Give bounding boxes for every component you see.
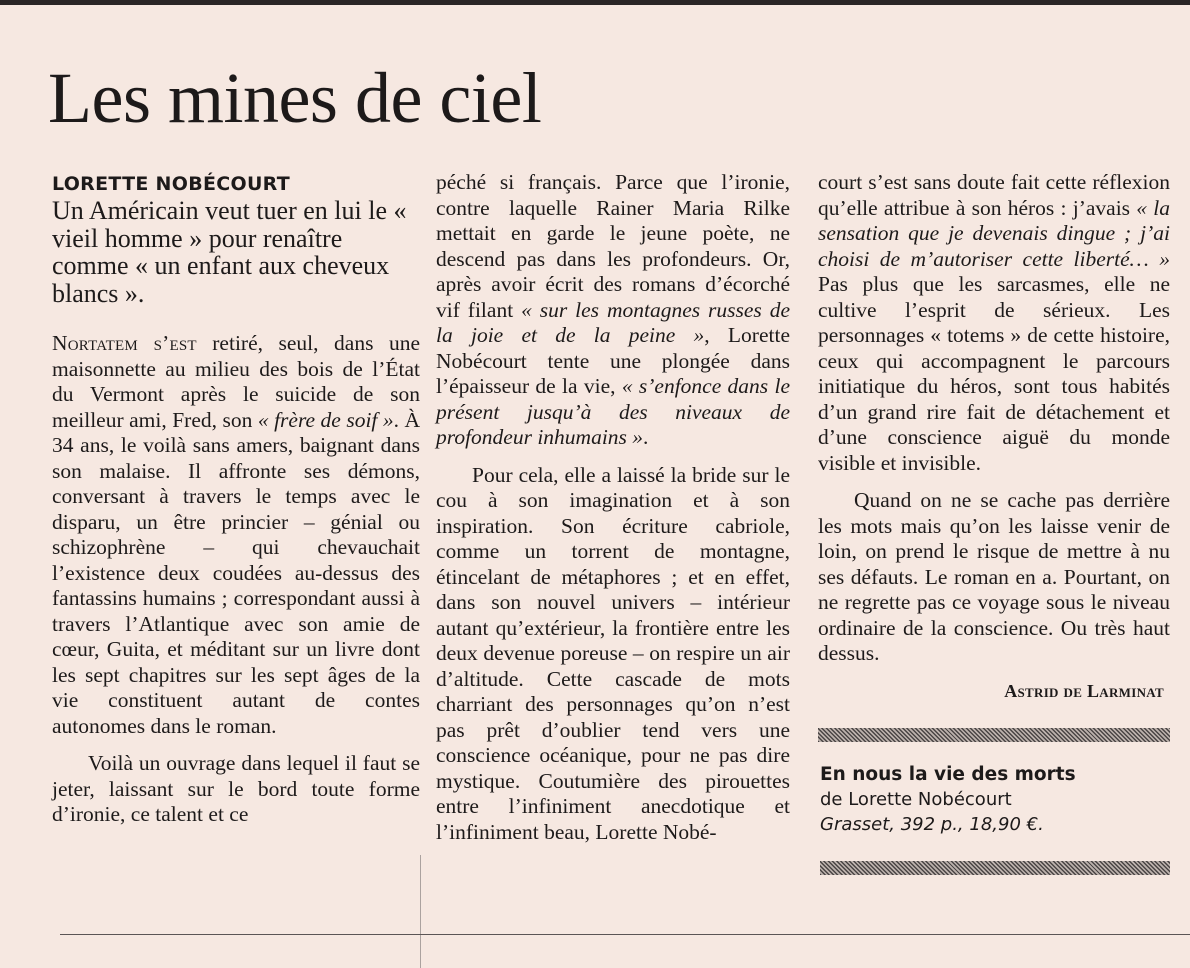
- column-2: [436, 170, 790, 857]
- paragraph-text: péché si français. Parce que l’ironie, contre laquelle Rainer Maria Rilke mettait en garde le jeune poète, ne descend pas dans les profondeurs. Or, après avoir écrit des romans d’écorché vif filant: [436, 170, 790, 322]
- lede: Un Américain veut tuer en lui le « vieil homme » pour renaître comme « un enfant aux cheveux blancs ».: [52, 196, 407, 308]
- hatched-rule: [818, 728, 1170, 742]
- paragraph-text: Pas plus que les sarcasmes, elle ne cultive l’esprit de sérieux. Les personnages « totems » de cette histoire, ceux qui accompagnent le parcours initiatique du héros, sont tous habités d’un grand rire fait de détachement et d’une conscience aiguë du monde visible et invisible.: [818, 272, 1170, 475]
- paper-fold-line: [420, 855, 421, 968]
- book-publisher: Grasset, 392 p., 18,90 €.: [820, 814, 1044, 835]
- headline: Les mines de ciel: [48, 58, 542, 138]
- book-author: de Lorette Nobécourt: [820, 789, 1012, 810]
- paragraph-text: retiré, seul, dans une maisonnette au milieu des bois de l’État du Vermont après le suicide de son meilleur ami, Fred, son: [52, 331, 420, 432]
- book-info-box: [820, 762, 1170, 875]
- column-3: [818, 170, 1170, 875]
- signature: Astrid de Larminat: [1004, 680, 1164, 701]
- quote: « frère de soif »: [257, 407, 394, 432]
- paragraph-1: [52, 331, 420, 739]
- paragraph-text: , Lorette Nobécourt tente une plongée dans l’épaisseur de la vie,: [436, 323, 790, 398]
- paragraph-text: . À 34 ans, le voilà sans amers, baignant dans son malaise. Il affronte ses démons, conversant à travers le temps avec le disparu, un être princier – génial ou schizophrène – qui chevauchait l’existence deux coudées au-dessus des fantassins humains ; correspondant aussi à travers l’Atlantique avec son amie de cœur, Guita, et méditant sur un livre dont les sept chapitres sur les sept âges de la vie constituent autant de contes autonomes dans le roman.: [52, 407, 421, 738]
- author-name: LORETTE NOBÉCOURT: [52, 173, 291, 195]
- quote: « la sensation que je devenais dingue ; j’ai choisi de m’autoriser cette liberté… »: [818, 195, 1170, 271]
- bottom-rule: [60, 934, 1190, 935]
- paragraph-lead-in: Nortatem s’est: [52, 331, 197, 355]
- paragraph-6: Quand on ne se cache pas derrière les mots mais qu’on les laisse venir de loin, on prend le risque de mettre à nu ses défauts. Le roman en a. Pourtant, on ne regrette pas ce voyage sous le niveau ordinaire de la conscience. Ou très haut dessus.: [818, 488, 1170, 665]
- column-1: [52, 170, 420, 840]
- paragraph-5: [818, 170, 1170, 476]
- paragraph-2: Voilà un ouvrage dans lequel il faut se jeter, laissant sur le bord toute forme d’ironie, ce talent et ce: [52, 751, 420, 826]
- hatched-rule-bottom: [820, 861, 1170, 875]
- quote: « s’enfonce dans le présent jusqu’à des niveaux de profondeur inhumains »: [436, 374, 790, 449]
- paragraph-4: Pour cela, elle a laissé la bride sur le cou à son imagination et à son inspiration. Son écriture cabriole, comme un torrent de montagne, étincelant de métaphores ; et en effet, dans son nouvel univers – intérieur autant qu’extérieur, la frontière entre les deux devenue poreuse – on respire un air d’altitude. Cette cascade de mots charriant des personnages qu’on n’est pas prêt d’oublier tend vers une conscience océanique, pour ne pas dire mystique. Coutumière des pirouettes entre l’infiniment anecdotique et l’infiniment beau, Lorette Nobé-: [436, 462, 790, 844]
- book-title: En nous la vie des morts: [820, 764, 1076, 785]
- paragraph-text: court s’est sans doute fait cette réflexion qu’elle attribue à son héros : j’avais: [818, 170, 1170, 220]
- paragraph-text: .: [643, 425, 649, 449]
- top-rule: [0, 0, 1190, 5]
- paragraph-3: [436, 170, 790, 451]
- quote: « sur les montagnes russes de la joie et de la peine »: [436, 297, 790, 347]
